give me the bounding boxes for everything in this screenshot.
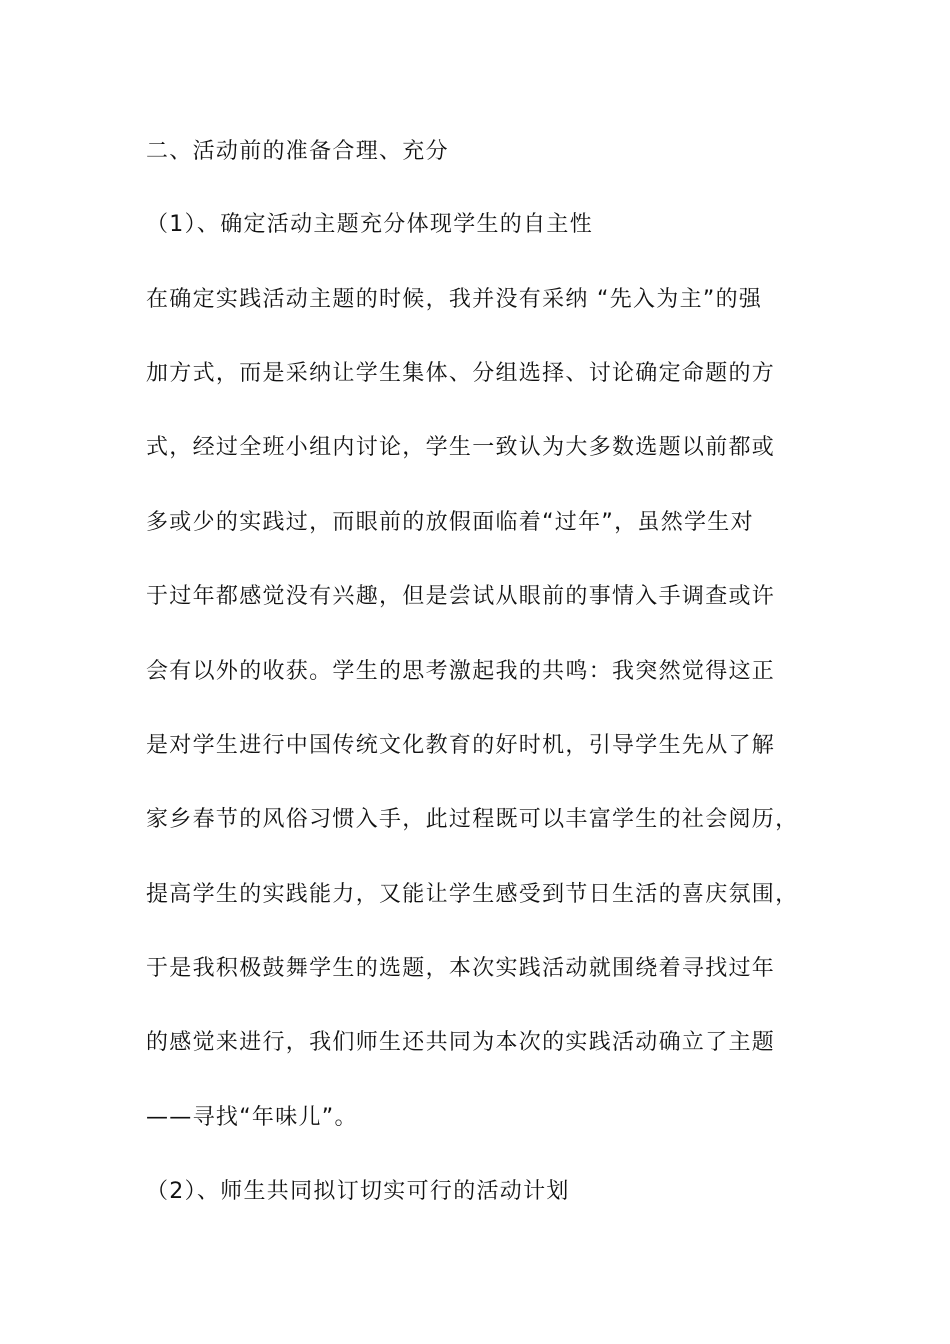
paragraph-line: 的感觉来进行，我们师生还共同为本次的实践活动确立了主题 (146, 1030, 776, 1055)
subsection-heading-2: （2）、师生共同拟订切实可行的活动计划 (146, 1179, 570, 1204)
subsection-heading-1: （1）、确定活动主题充分体现学生的自主性 (146, 212, 593, 237)
paragraph-line: 是对学生进行中国传统文化教育的好时机，引导学生先从了解 (146, 733, 776, 758)
paragraph-line: 加方式，而是采纳让学生集体、分组选择、讨论确定命题的方 (146, 361, 776, 386)
paragraph-line: 提高学生的实践能力，又能让学生感受到节日生活的喜庆氛围， (146, 882, 799, 907)
section-heading: 二、活动前的准备合理、充分 (146, 139, 449, 164)
paragraph-line: 会有以外的收获。学生的思考激起我的共鸣：我突然觉得这正 (146, 659, 776, 684)
paragraph-line: 在确定实践活动主题的时候，我并没有采纳 “先入为主”的强 (146, 287, 763, 312)
paragraph-line: 多或少的实践过，而眼前的放假面临着“过年”，虽然学生对 (146, 510, 754, 535)
paragraph-line: 式，经过全班小组内讨论，学生一致认为大多数选题以前都或 (146, 435, 776, 460)
paragraph-line: ——寻找“年味儿”。 (146, 1105, 358, 1130)
paragraph-line: 家乡春节的风俗习惯入手，此过程既可以丰富学生的社会阅历， (146, 807, 799, 832)
paragraph-line: 于是我积极鼓舞学生的选题，本次实践活动就围绕着寻找过年 (146, 956, 776, 981)
paragraph-line: 于过年都感觉没有兴趣，但是尝试从眼前的事情入手调查或许 (146, 584, 776, 609)
